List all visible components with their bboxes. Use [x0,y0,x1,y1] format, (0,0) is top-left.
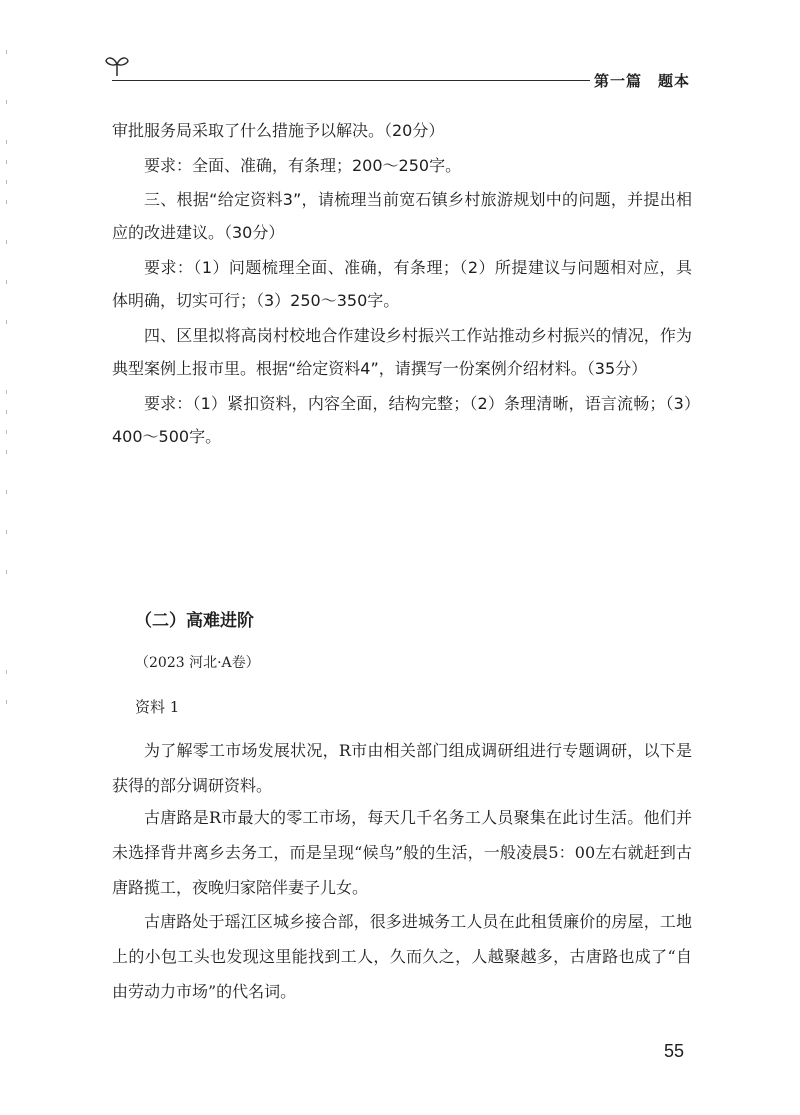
material-label: 资料 1 [135,698,180,716]
question-3-requirement: 要求：（1）问题梳理全面、准确，有条理；（2）所提建议与问题相对应，具体明确，切实可行；（3）250～350字。 [112,258,692,310]
material-paragraph: 古唐路是R市最大的零工市场，每天几千名务工人员聚集在此讨生活。他们并未选择背井离乡去务工，而是呈现“候鸟”般的生活，一般凌晨5：00左右就赶到古唐路揽工，夜晚归家陪伴妻子儿女。 [112,808,692,897]
question-4: 四、区里拟将高岗村校地合作建设乡村振兴工作站推动乡村振兴的情况，作为典型案例上报市里。根据“给定资料4”，请撰写一份案例介绍材料。（35分） [112,326,692,378]
header-rule [112,80,590,81]
sprout-icon [104,52,130,78]
question-4-requirement: 要求：（1）紧扣资料，内容全面，结构完整；（2）条理清晰，语言流畅；（3）400～500字。 [112,394,692,446]
material-paragraph: 为了解零工市场发展状况，R市由相关部门组成调研组进行专题调研，以下是获得的部分调研资料。 [112,741,692,795]
material-paragraph: 古唐路处于瑶江区城乡接合部，很多进城务工人员在此租赁廉价的房屋，工地上的小包工头也发现这里能找到工人，久而久之，人越聚越多，古唐路也成了“自由劳动力市场”的代名词。 [112,912,692,1001]
page-number: 55 [664,1041,685,1061]
question-2-requirement: 要求：全面、准确，有条理；200～250字。 [144,156,462,175]
exam-source: （2023 河北·A卷） [135,655,260,671]
question-2-tail: 审批服务局采取了什么措施予以解决。（20分） [112,121,445,140]
scan-margin-artifacts [6,30,10,710]
header-section-title: 第一篇 题本 [594,72,691,90]
section-heading: （二）高难进阶 [135,611,254,631]
question-3: 三、根据“给定资料3”，请梳理当前宽石镇乡村旅游规划中的问题，并提出相应的改进建议。（30分） [112,190,692,242]
